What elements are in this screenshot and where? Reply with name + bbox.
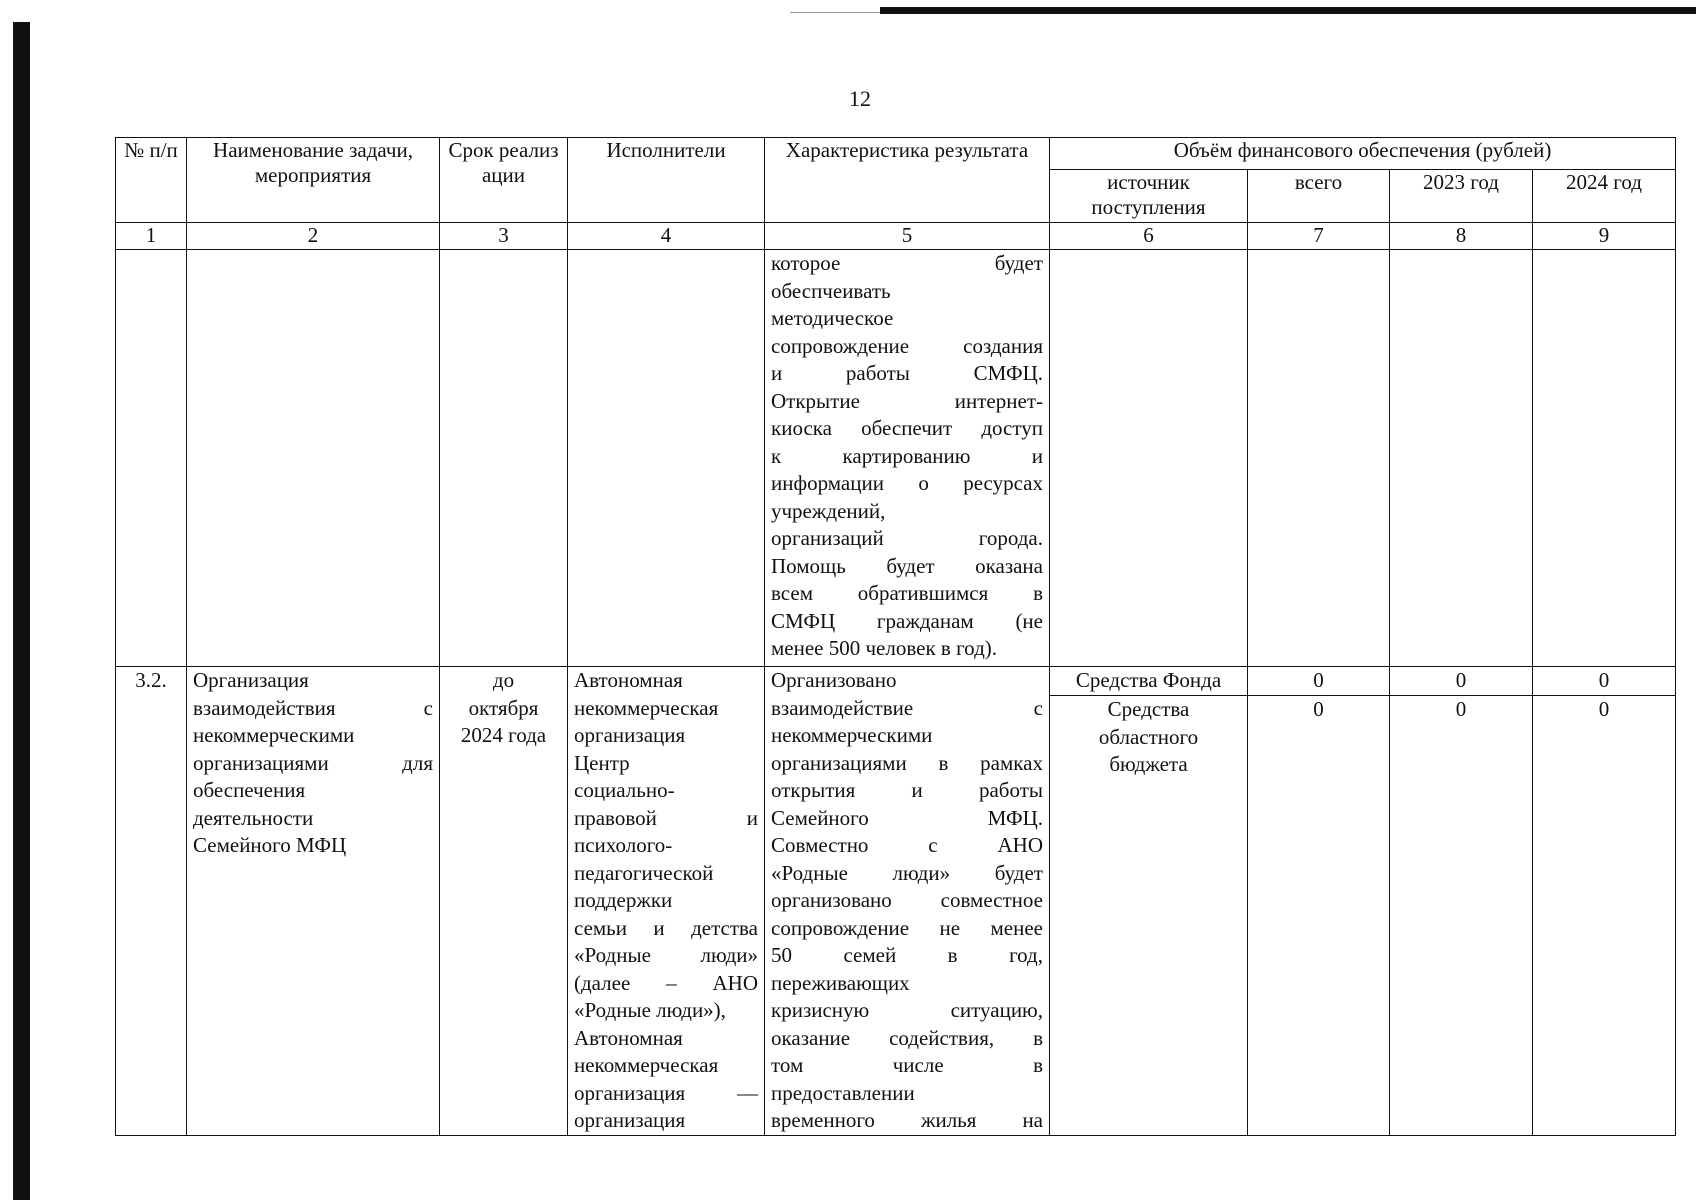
text-line: 2024 года bbox=[460, 723, 547, 747]
text-line: оказание содействия, в bbox=[771, 1025, 1043, 1050]
text-line: психолого- bbox=[574, 833, 673, 857]
text-line: предоставлении bbox=[771, 1080, 915, 1105]
cell-empty bbox=[116, 250, 187, 667]
text-line: деятельности bbox=[193, 805, 314, 830]
text-line: Автономная bbox=[574, 1025, 683, 1050]
text-line: организациями в рамках bbox=[771, 750, 1043, 775]
text-line: к картированию и bbox=[771, 443, 1043, 468]
executors bbox=[568, 667, 765, 1136]
funding-2023: 0 bbox=[1390, 696, 1533, 1135]
column-number: 8 bbox=[1390, 223, 1533, 250]
text-line: некоммерческими bbox=[771, 723, 933, 747]
result-description bbox=[765, 667, 1050, 1136]
column-number: 5 bbox=[765, 223, 1050, 250]
header-source: источник поступления bbox=[1050, 170, 1248, 223]
column-number: 7 bbox=[1248, 223, 1390, 250]
text-line: обеспчеивать bbox=[771, 278, 891, 303]
text-line: взаимодействие с bbox=[771, 695, 1043, 720]
funding-2023: 0 bbox=[1390, 667, 1533, 696]
text-line: организация bbox=[574, 1108, 686, 1132]
header-num: № п/п bbox=[116, 138, 187, 223]
text-line: организациями для bbox=[193, 750, 433, 775]
row-number: 3.2. bbox=[116, 667, 187, 1136]
funding-2024: 0 bbox=[1533, 696, 1676, 1135]
text-line: педагогической bbox=[574, 860, 714, 885]
column-number: 2 bbox=[187, 223, 440, 250]
column-number: 4 bbox=[568, 223, 765, 250]
table-row-3-2 bbox=[116, 667, 1676, 696]
cell-empty bbox=[1050, 250, 1248, 667]
funding-source: Средства областного бюджета bbox=[1050, 696, 1248, 1135]
text-line: обеспечения bbox=[193, 778, 306, 802]
text-line: кризисную ситуацию, bbox=[771, 998, 1043, 1022]
text-line: временного жилья на bbox=[771, 1108, 1043, 1132]
text-line: том числе в bbox=[771, 1053, 1043, 1077]
text-line: информации о ресурсах bbox=[771, 471, 1043, 495]
text-line: семьи и детства bbox=[574, 915, 758, 940]
text-line: социально- bbox=[574, 778, 675, 802]
text-line: учреждений, bbox=[771, 498, 886, 523]
text-line: открытия и работы bbox=[771, 778, 1043, 802]
text-line: Организовано bbox=[771, 668, 897, 692]
text-line: всем обратившимся в bbox=[771, 581, 1043, 605]
table-row-continuation bbox=[116, 250, 1676, 667]
text-line: Семейного МФЦ. bbox=[771, 805, 1043, 830]
text-line: организаций города. bbox=[771, 526, 1043, 550]
text-line: некоммерческая bbox=[574, 695, 719, 720]
header-task: Наименование задачи, мероприятия bbox=[187, 138, 440, 223]
cell-empty bbox=[1533, 250, 1676, 667]
cell-empty bbox=[568, 250, 765, 667]
funding-total: 0 bbox=[1248, 696, 1390, 1135]
cell-empty bbox=[440, 250, 568, 667]
header-finance-group: Объём финансового обеспечения (рублей) bbox=[1050, 138, 1676, 170]
text-line: до bbox=[492, 668, 515, 692]
text-line: Автономная bbox=[574, 668, 683, 692]
text-line: методическое bbox=[771, 306, 894, 330]
header-2023: 2023 год bbox=[1390, 170, 1533, 223]
text-line: менее 500 человек в год). bbox=[771, 636, 997, 660]
text-line: Организация bbox=[193, 668, 309, 692]
text-line: правовой и bbox=[574, 805, 758, 830]
scan-edge-left bbox=[13, 22, 30, 1200]
text-line: Совместно с АНО bbox=[771, 833, 1043, 857]
text-line: Открытие интернет- bbox=[771, 388, 1043, 413]
text-line: Семейного МФЦ bbox=[193, 833, 347, 857]
column-number: 1 bbox=[116, 223, 187, 250]
text-line: взаимодействия с bbox=[193, 695, 433, 720]
text-line: организовано совместное bbox=[771, 888, 1043, 912]
text-line: 50 семей в год, bbox=[771, 943, 1043, 967]
text-line: организация bbox=[574, 723, 686, 747]
header-executors: Исполнители bbox=[568, 138, 765, 223]
header-row-1 bbox=[116, 138, 1676, 170]
column-number: 6 bbox=[1050, 223, 1248, 250]
text-line: октября bbox=[468, 695, 539, 720]
text-line: СМФЦ гражданам (не bbox=[771, 608, 1043, 633]
funding-2024: 0 bbox=[1533, 667, 1676, 696]
header-total: всего bbox=[1248, 170, 1390, 223]
text-line: переживающих bbox=[771, 970, 910, 995]
scan-edge-top bbox=[880, 7, 1696, 14]
term bbox=[440, 667, 568, 1136]
text-line: и работы СМФЦ. bbox=[771, 361, 1043, 385]
text-line: «Родные люди» bbox=[574, 943, 758, 967]
page-number: 12 bbox=[849, 86, 871, 111]
header-result: Характеристика результата bbox=[765, 138, 1050, 223]
scan-edge-top-thin bbox=[790, 12, 880, 13]
text-line: (далее – АНО bbox=[574, 970, 758, 995]
funding-total: 0 bbox=[1248, 667, 1390, 696]
task-name bbox=[187, 667, 440, 1136]
text-line: некоммерческая bbox=[574, 1053, 719, 1077]
text-line: которое будет bbox=[771, 251, 1043, 275]
header-term: Срок реализации bbox=[440, 138, 568, 223]
cell-empty bbox=[1390, 250, 1533, 667]
text-line: сопровождение не менее bbox=[771, 915, 1043, 940]
column-number-row bbox=[116, 223, 1676, 250]
text-line: некоммерческими bbox=[193, 723, 355, 747]
cell-empty bbox=[187, 250, 440, 667]
header-2024: 2024 год bbox=[1533, 170, 1676, 223]
column-number: 3 bbox=[440, 223, 568, 250]
funding-source: Средства Фонда bbox=[1050, 667, 1248, 696]
text-line: «Родные люди»), bbox=[574, 998, 726, 1022]
cell-empty bbox=[1248, 250, 1390, 667]
program-table bbox=[115, 137, 1676, 1136]
continuation-result-text bbox=[765, 250, 1050, 667]
text-line: организация — bbox=[574, 1080, 758, 1105]
column-number: 9 bbox=[1533, 223, 1676, 250]
text-line: сопровождение создания bbox=[771, 333, 1043, 358]
text-line: Помощь будет оказана bbox=[771, 553, 1043, 578]
text-line: киоска обеспечит доступ bbox=[771, 416, 1043, 440]
text-line: Центр bbox=[574, 750, 630, 775]
text-line: «Родные люди» будет bbox=[771, 860, 1043, 885]
text-line: поддержки bbox=[574, 888, 673, 912]
